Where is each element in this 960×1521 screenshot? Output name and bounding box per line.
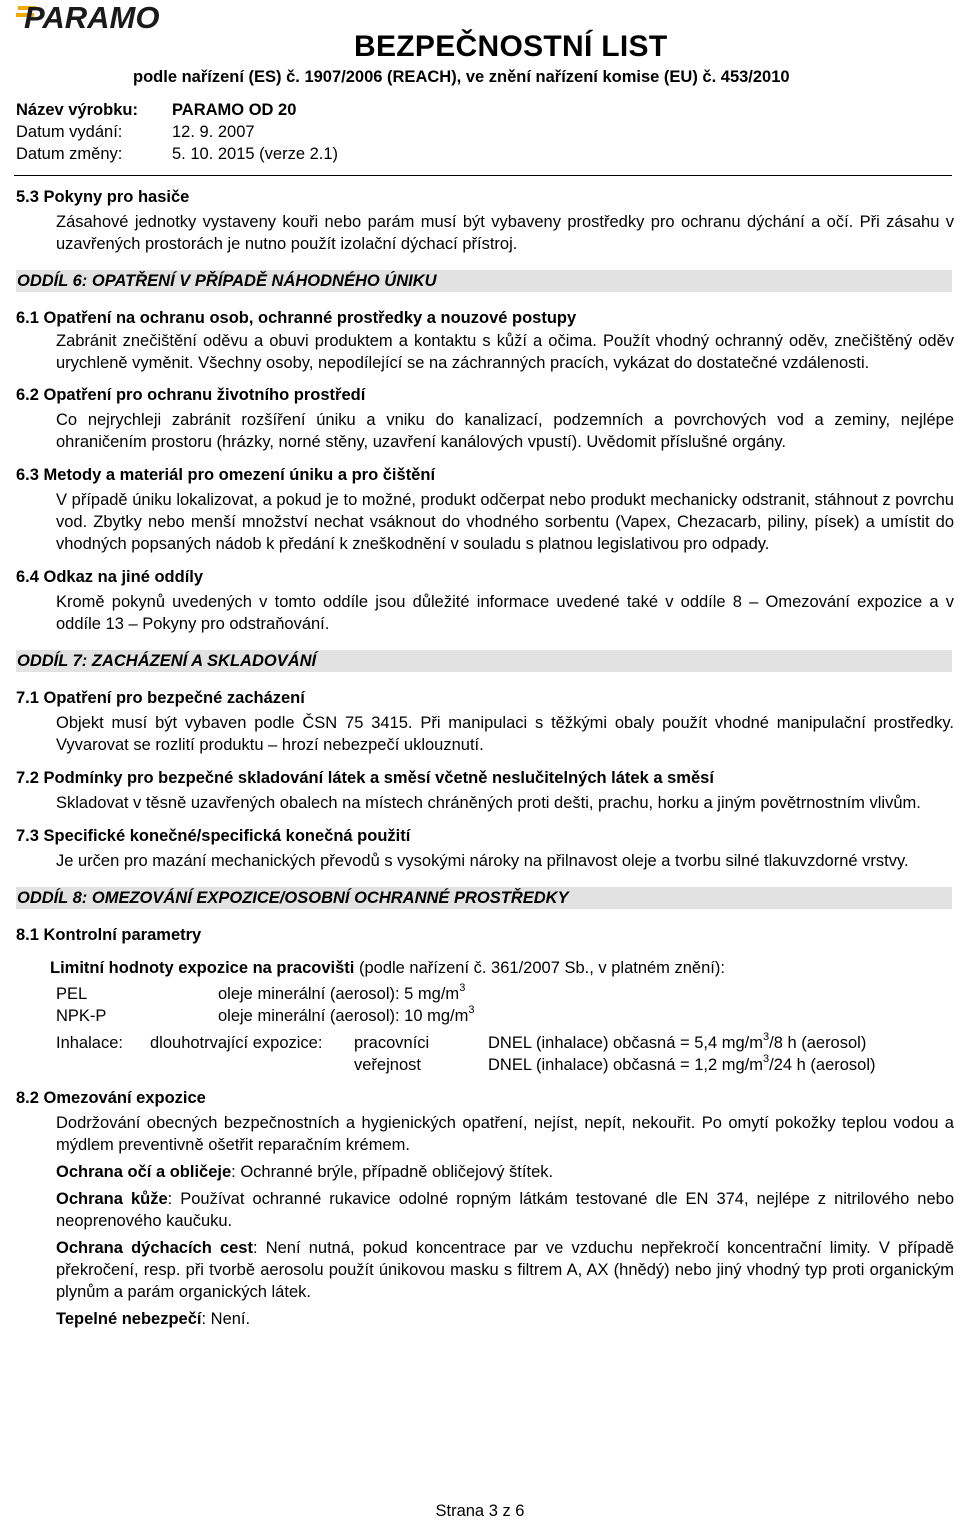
issued-value: 12. 9. 2007 [172, 123, 255, 141]
s6-3-title: 6.3 Metody a materiál pro omezení úniku a pro čištění [16, 466, 436, 484]
issued-row [16, 121, 338, 143]
section-8-heading: ODDÍL 8: OMEZOVÁNÍ EXPOZICE/OSOBNÍ OCHRANNÉ PROSTŘEDKY [16, 887, 952, 909]
limits-rest: (podle nařízení č. 361/2007 Sb., v platném znění): [354, 959, 725, 977]
document-subtitle: podle nařízení (ES) č. 1907/2006 (REACH), ve znění nařízení komise (EU) č. 453/2010 [133, 68, 790, 86]
s6-4-title: 6.4 Odkaz na jiné oddíly [16, 568, 204, 586]
inhalation-label: Inhalace: [56, 1034, 123, 1052]
s6-2-text: Co nejrychleji zabránit rozšíření úniku a vniku do kanalizací, podzemních a povrchových vod a zeminy, nejlépe ohraničením prostoru (hrázky, norné stěny, uzavření kanálových vpustí). Uvědomit příslušné orgány. [56, 411, 954, 451]
changed-row [16, 143, 338, 165]
skin-protection: Ochrana kůže: Používat ochranné rukavice odolné ropným látkám testované dle EN 374, nejlépe z nitrilového nebo neoprenového kaučuku. [56, 1190, 954, 1230]
eye-protection: Ochrana očí a obličeje: Ochranné brýle, případně obličejový štítek. [56, 1163, 554, 1181]
s6-2-title: 6.2 Opatření pro ochranu životního prostředí [16, 386, 366, 404]
product-value: PARAMO OD 20 [172, 101, 297, 119]
s6-3-text: V případě úniku lokalizovat, a pokud je to možné, produkt odčerpat nebo produkt mechanicky odstranit, stáhnout z povrchu vod. Zbytky nebo menší množství nechat vsáknout do vhodného sorbentu (Vapex, Chezacarb, piliny, písek) a umístit do vhodných popsaných nádob k předání k zneškodnění v souladu s platnou legislativou pro odpady. [56, 491, 954, 553]
limits-line [50, 957, 954, 979]
thermal-hazard: Tepelné nebezpečí: Není. [56, 1310, 251, 1328]
s6-4-text: Kromě pokynů uvedených v tomto oddíle jsou důležité informace uvedené také v oddíle 8 – Omezování expozice a v oddíle 13 – Pokyny pro odstraňování. [56, 593, 954, 633]
dnel-public-value: DNEL (inhalace) občasná = 1,2 $mg/m^3/24$ h (aerosol) [488, 1052, 876, 1074]
npk-label: NPK-P [56, 1007, 107, 1025]
logo-wordmark: PARAMO [24, 0, 160, 34]
s7-3-title: 7.3 Specifické konečné/specifická konečná použití [16, 827, 411, 845]
changed-value: 5. 10. 2015 (verze 2.1) [172, 145, 339, 163]
dnel-workers-value: DNEL (inhalace) občasná = 5,4 $mg/m^3/8$ h (aerosol) [488, 1030, 867, 1052]
product-row [16, 99, 338, 121]
issued-label: Datum vydání: [16, 123, 123, 141]
s8-2-title: 8.2 Omezování expozice [16, 1089, 206, 1107]
npk-row [56, 1005, 954, 1027]
document-body [16, 186, 954, 1330]
changed-label: Datum změny: [16, 145, 123, 163]
section-6-heading: ODDÍL 6: OPATŘENÍ V PŘÍPADĚ NÁHODNÉHO ÚNIKU [16, 270, 952, 292]
limits-bold: Limitní hodnoty expozice na pracovišti [50, 959, 355, 977]
pel-row [56, 983, 954, 1005]
header-divider [14, 175, 952, 176]
s6-1-text: Zabránit znečištění oděvu a obuvi produktem a kontaktu s kůží a očima. Použít vhodný ochranný oděv, znečištěný oděv urychleně vyměnit. Všechny osoby, nepodílející se na záchranných pracích, vykázat do dostatečné vzdálenosti. [56, 332, 954, 372]
group-workers: pracovníci [354, 1034, 430, 1052]
s7-2-title: 7.2 Podmínky pro bezpečné skladování látek a směsí včetně neslučitelných látek a směsí [16, 769, 714, 787]
dnel-row-public [56, 1054, 954, 1076]
paramo-logo [14, 0, 210, 34]
section-7-heading: ODDÍL 7: ZACHÁZENÍ A SKLADOVÁNÍ [16, 650, 952, 672]
respiratory-protection: Ochrana dýchacích cest: Není nutná, pokud koncentrace par ve vzduchu nepřekročí koncentrační limity. V případě překročení, resp. při tvorbě aerosolu použít únikovou masku s filtrem A, AX (hnědý) nebo jiný vhodný typ proti organickým plynům a parám organických látek. [56, 1239, 955, 1301]
document-title: BEZPEČNOSTNÍ LIST [354, 30, 668, 63]
dnel-table [56, 1032, 954, 1076]
page-number: Strana 3 z 6 [435, 1502, 525, 1520]
exposure-limits-table [56, 983, 954, 1027]
npk-value: oleje minerální (aerosol): 10 $mg/m^3$ [218, 1003, 475, 1025]
s7-3-text: Je určen pro mazání mechanických převodů s vysokými nároky na přilnavost oleje a tvorbu silné tlakuvzdorné vrstvy. [56, 852, 909, 870]
s5-3-text: Zásahové jednotky vystaveny kouři nebo parám musí být vybaveny prostředky pro ochranu dýchání a očí. Při zásahu v uzavřených prostorách je nutno použít izolační dýchací přístroj. [56, 213, 954, 253]
pel-label: PEL [56, 985, 88, 1003]
pel-value: oleje minerální (aerosol): 5 $mg/m^3$ [218, 981, 466, 1003]
product-label: Název výrobku: [16, 101, 138, 119]
s7-1-text: Objekt musí být vybaven podle ČSN 75 3415. Při manipulaci s těžkými obaly použít vhodné manipulační prostředky. Vyvarovat se rozlití produktu – hrozí nebezpečí uklouznutí. [56, 714, 954, 754]
s6-1-title: 6.1 Opatření na ochranu osob, ochranné prostředky a nouzové postupy [16, 309, 577, 327]
s8-1-title: 8.1 Kontrolní parametry [16, 926, 202, 944]
s7-2-text: Skladovat v těsně uzavřených obalech na místech chráněných proti dešti, prachu, horku a jiným povětrnostním vlivům. [56, 794, 921, 812]
product-meta [16, 99, 338, 165]
s5-3-title: 5.3 Pokyny pro hasiče [16, 188, 190, 206]
group-public: veřejnost [354, 1056, 421, 1074]
exposure-type: dlouhotrvající expozice: [150, 1034, 323, 1052]
dnel-row-workers [56, 1032, 954, 1054]
s7-1-title: 7.1 Opatření pro bezpečné zacházení [16, 689, 305, 707]
s8-2-text: Dodržování obecných bezpečnostních a hygienických opatření, nejíst, nepít, nekouřit. Po omytí pokožky teplou vodou a mýdlem preventivně ošetřit reparačním krémem. [56, 1114, 954, 1154]
